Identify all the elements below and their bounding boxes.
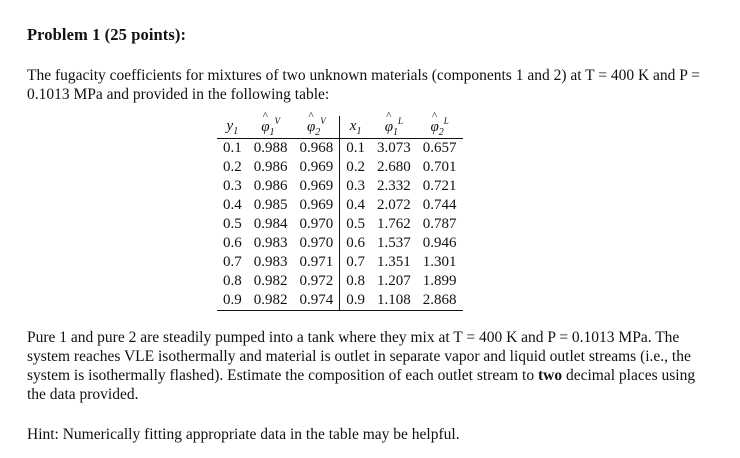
table-cell: 0.4 — [346, 197, 365, 213]
header-phi2-vapor: ^ $\varphi_2^V$ — [294, 116, 340, 139]
intro-paragraph: The fugacity coefficients for mixtures of two unknown materials (components 1 and 2) at T = 400 K and P = 0.1013 MPa and provided in the following table: — [27, 67, 700, 103]
table-cell: 0.744 — [422, 197, 457, 213]
table-cell: 1.108 — [377, 292, 411, 308]
table-cell: 1.899 — [422, 273, 457, 289]
table-cell: 2.680 — [377, 159, 411, 175]
table-cell: 0.6 — [346, 235, 365, 251]
table-cell: 0.983 — [253, 235, 288, 251]
table-cell: 0.988 — [253, 140, 288, 156]
table-cell: 0.8 — [223, 273, 242, 289]
table-cell: 0.974 — [294, 291, 340, 311]
body-text-start: Pure 1 and pure 2 are steadily pumped into a tank where they mix at T = 400 K and P = 0.1013 MPa. The system reaches VLE isothermally and material is outlet in separate vapor and liquid outlet streams (i.e., the system is isothermally flashed). Estimate the composition of each outlet stream to — [27, 329, 691, 384]
table-row — [217, 234, 463, 253]
table-cell: 0.970 — [294, 234, 340, 253]
body-text-end: decimal places using the data provided. — [27, 367, 696, 403]
table-cell: 0.9 — [346, 292, 365, 308]
table-cell: 0.3 — [223, 178, 242, 194]
table-cell: 0.946 — [422, 235, 457, 251]
table-cell: 1.207 — [377, 273, 411, 289]
table-cell: 0.8 — [346, 273, 365, 289]
table-cell: 3.073 — [377, 140, 411, 156]
table-cell: 0.4 — [223, 197, 242, 213]
table-cell: 0.5 — [223, 216, 242, 232]
body-text-bold: two — [537, 367, 563, 384]
table-cell: 0.971 — [294, 253, 340, 272]
table-row — [217, 196, 463, 215]
table-cell: 1.351 — [377, 254, 411, 270]
table-cell: 1.537 — [377, 235, 411, 251]
table-cell: 0.2 — [223, 159, 242, 175]
table-row — [217, 291, 463, 311]
table-cell: 0.986 — [253, 159, 288, 175]
body-paragraph — [27, 328, 717, 404]
table-cell: 0.5 — [346, 216, 365, 232]
table-cell: 0.9 — [223, 292, 242, 308]
table-row — [217, 139, 463, 159]
header-phi2-liquid: ^ $\varphi_2^L$ — [417, 116, 463, 139]
table-cell: 0.969 — [294, 158, 340, 177]
header-phi1-vapor: ^ $\varphi_1^V$ — [248, 116, 294, 139]
table-cell: 0.657 — [422, 140, 457, 156]
table-cell: 0.6 — [223, 235, 242, 251]
table-cell: 0.984 — [253, 216, 288, 232]
table-cell: 0.969 — [294, 177, 340, 196]
table-cell: 1.301 — [422, 254, 457, 270]
header-x1: $x_1$ — [349, 117, 362, 137]
table-cell: 0.7 — [223, 254, 242, 270]
table-cell: 0.7 — [346, 254, 365, 270]
table-row — [217, 253, 463, 272]
table-cell: 0.3 — [346, 178, 365, 194]
table-header-row — [217, 116, 463, 139]
table-cell: 0.982 — [253, 273, 288, 289]
table-cell: 2.072 — [377, 197, 411, 213]
table-cell: 0.972 — [294, 272, 340, 291]
table-cell: 0.787 — [422, 216, 457, 232]
table-cell: 0.983 — [253, 254, 288, 270]
table-cell: 0.1 — [346, 140, 365, 156]
table-cell: 2.332 — [377, 178, 411, 194]
hint-paragraph: Hint: Numerically fitting appropriate data in the table may be helpful. — [27, 426, 460, 443]
table-row — [217, 272, 463, 291]
header-y1: $y_1$ — [226, 117, 239, 137]
table-cell: 0.701 — [422, 159, 457, 175]
table-cell: 0.986 — [253, 178, 288, 194]
table-row — [217, 177, 463, 196]
table-cell: 0.2 — [346, 159, 365, 175]
fugacity-table — [217, 116, 463, 311]
table-body — [217, 139, 463, 311]
table-cell: 0.1 — [223, 140, 242, 156]
table-cell: 0.968 — [294, 139, 340, 159]
table-cell: 0.985 — [253, 197, 288, 213]
table-row — [217, 158, 463, 177]
table-cell: 0.982 — [253, 292, 288, 308]
table-cell: 0.969 — [294, 196, 340, 215]
table-cell: 2.868 — [422, 292, 457, 308]
table-cell: 0.721 — [422, 178, 457, 194]
problem-title: Problem 1 (25 points): — [27, 25, 187, 44]
header-phi1-liquid: ^ $\varphi_1^L$ — [371, 116, 417, 139]
table-row — [217, 215, 463, 234]
table-cell: 1.762 — [377, 216, 411, 232]
table-cell: 0.970 — [294, 215, 340, 234]
